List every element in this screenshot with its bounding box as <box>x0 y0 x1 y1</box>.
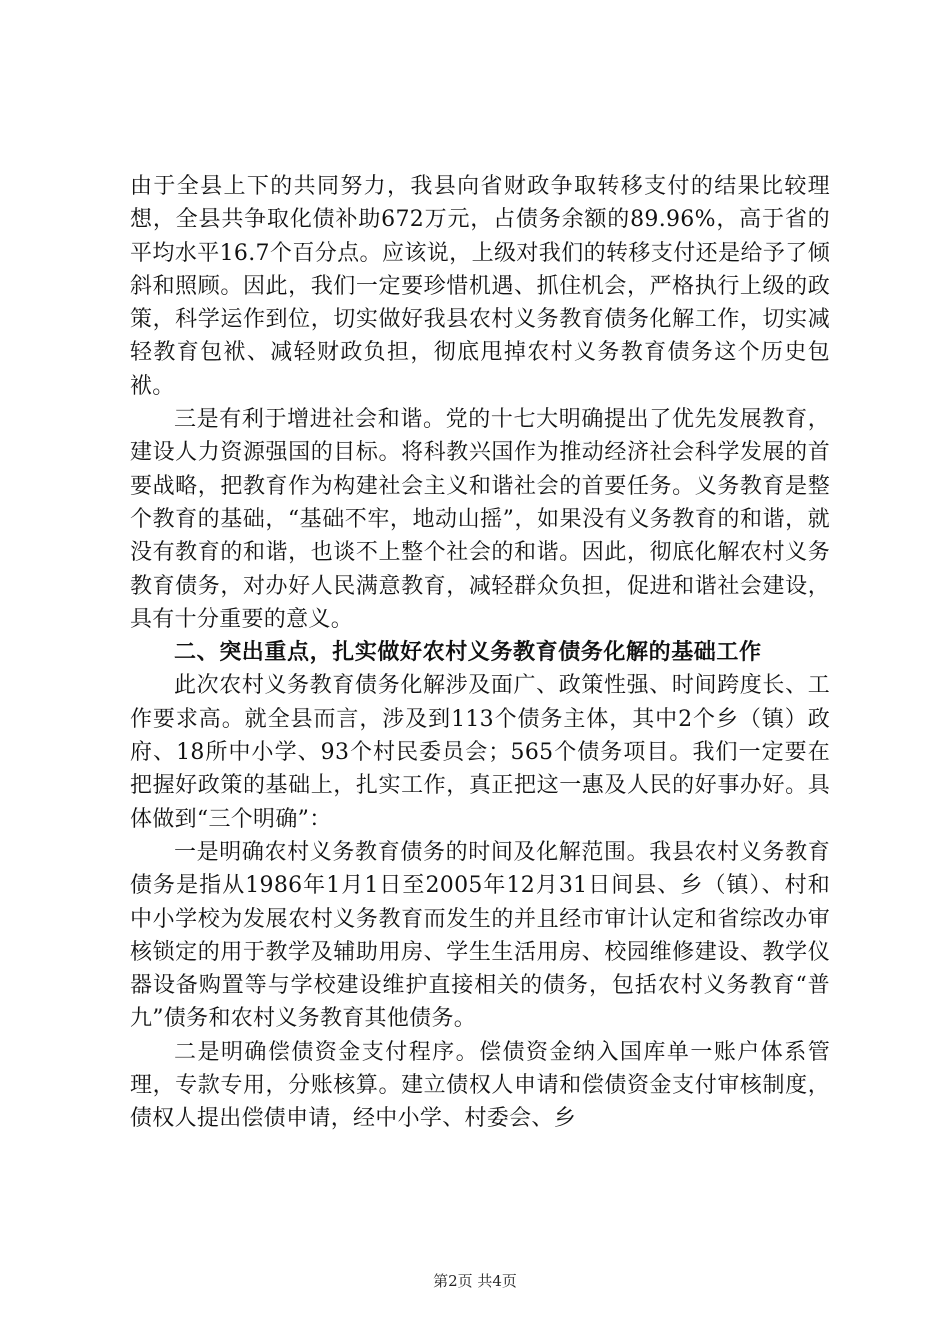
section-heading: 二、突出重点，扎实做好农村义务教育债务化解的基础工作 <box>174 640 762 666</box>
page-footer: 第2页 共4页 <box>433 1272 517 1290</box>
paragraph-scope-overview: 此次农村义务教育债务化解涉及面广、政策性强、时间跨度长、工作要求高。就全县而言，涉及到113个债务主体，其中2个乡（镇）政府、18所中小学、93个村民委员会；565个债务项目。我们一定要在把握好政策的基础上，扎实工作，真正把这一惠及人民的好事办好。具体做到“三个明确”： <box>130 673 830 832</box>
paragraph-debt-scope: 一是明确农村义务教育债务的时间及化解范围。我县农村义务教育债务是指从1986年1月1日至2005年12月31日间县、乡（镇）、村和中小学校为发展农村义务教育而发生的并且经市审计认定和省综改办审核锁定的用于教学及辅助用房、学生生活用房、校园维修建设、教学仪器设备购置等与学校建设维护直接相关的债务，包括农村义务教育“普九”债务和农村义务教育其他债务。 <box>130 839 830 1032</box>
paragraph-social-harmony: 三是有利于增进社会和谐。党的十七大明确提出了优先发展教育，建设人力资源强国的目标。将科教兴国作为推动经济社会科学发展的首要战略，把教育作为构建社会主义和谐社会的首要任务。义务教育是整个教育的基础，“基础不牢，地动山摇”，如果没有义务教育的和谐，就没有教育的和谐，也谈不上整个社会的和谐。因此，彻底化解农村义务教育债务，对办好人民满意教育，减轻群众负担，促进和谐社会建设，具有十分重要的意义。 <box>130 407 830 632</box>
paragraph-payment-procedure: 二是明确偿债资金支付程序。偿债资金纳入国库单一账户体系管理，专款专用，分账核算。建立债权人申请和偿债资金支付审核制度，债权人提出偿债申请，经中小学、村委会、乡 <box>130 1039 830 1132</box>
document-body <box>130 170 830 1136</box>
paragraph-continuation: 由于全县上下的共同努力，我县向省财政争取转移支付的结果比较理想，全县共争取化债补助672万元，占债务余额的89.96%，高于省的平均水平16.7个百分点。应该说，上级对我们的转移支付还是给予了倾斜和照顾。因此，我们一定要珍惜机遇、抓住机会，严格执行上级的政策，科学运作到位，切实做好我县农村义务教育债务化解工作，切实减轻教育包袱、减轻财政负担，彻底甩掉农村义务教育债务这个历史包袱。 <box>130 174 830 399</box>
